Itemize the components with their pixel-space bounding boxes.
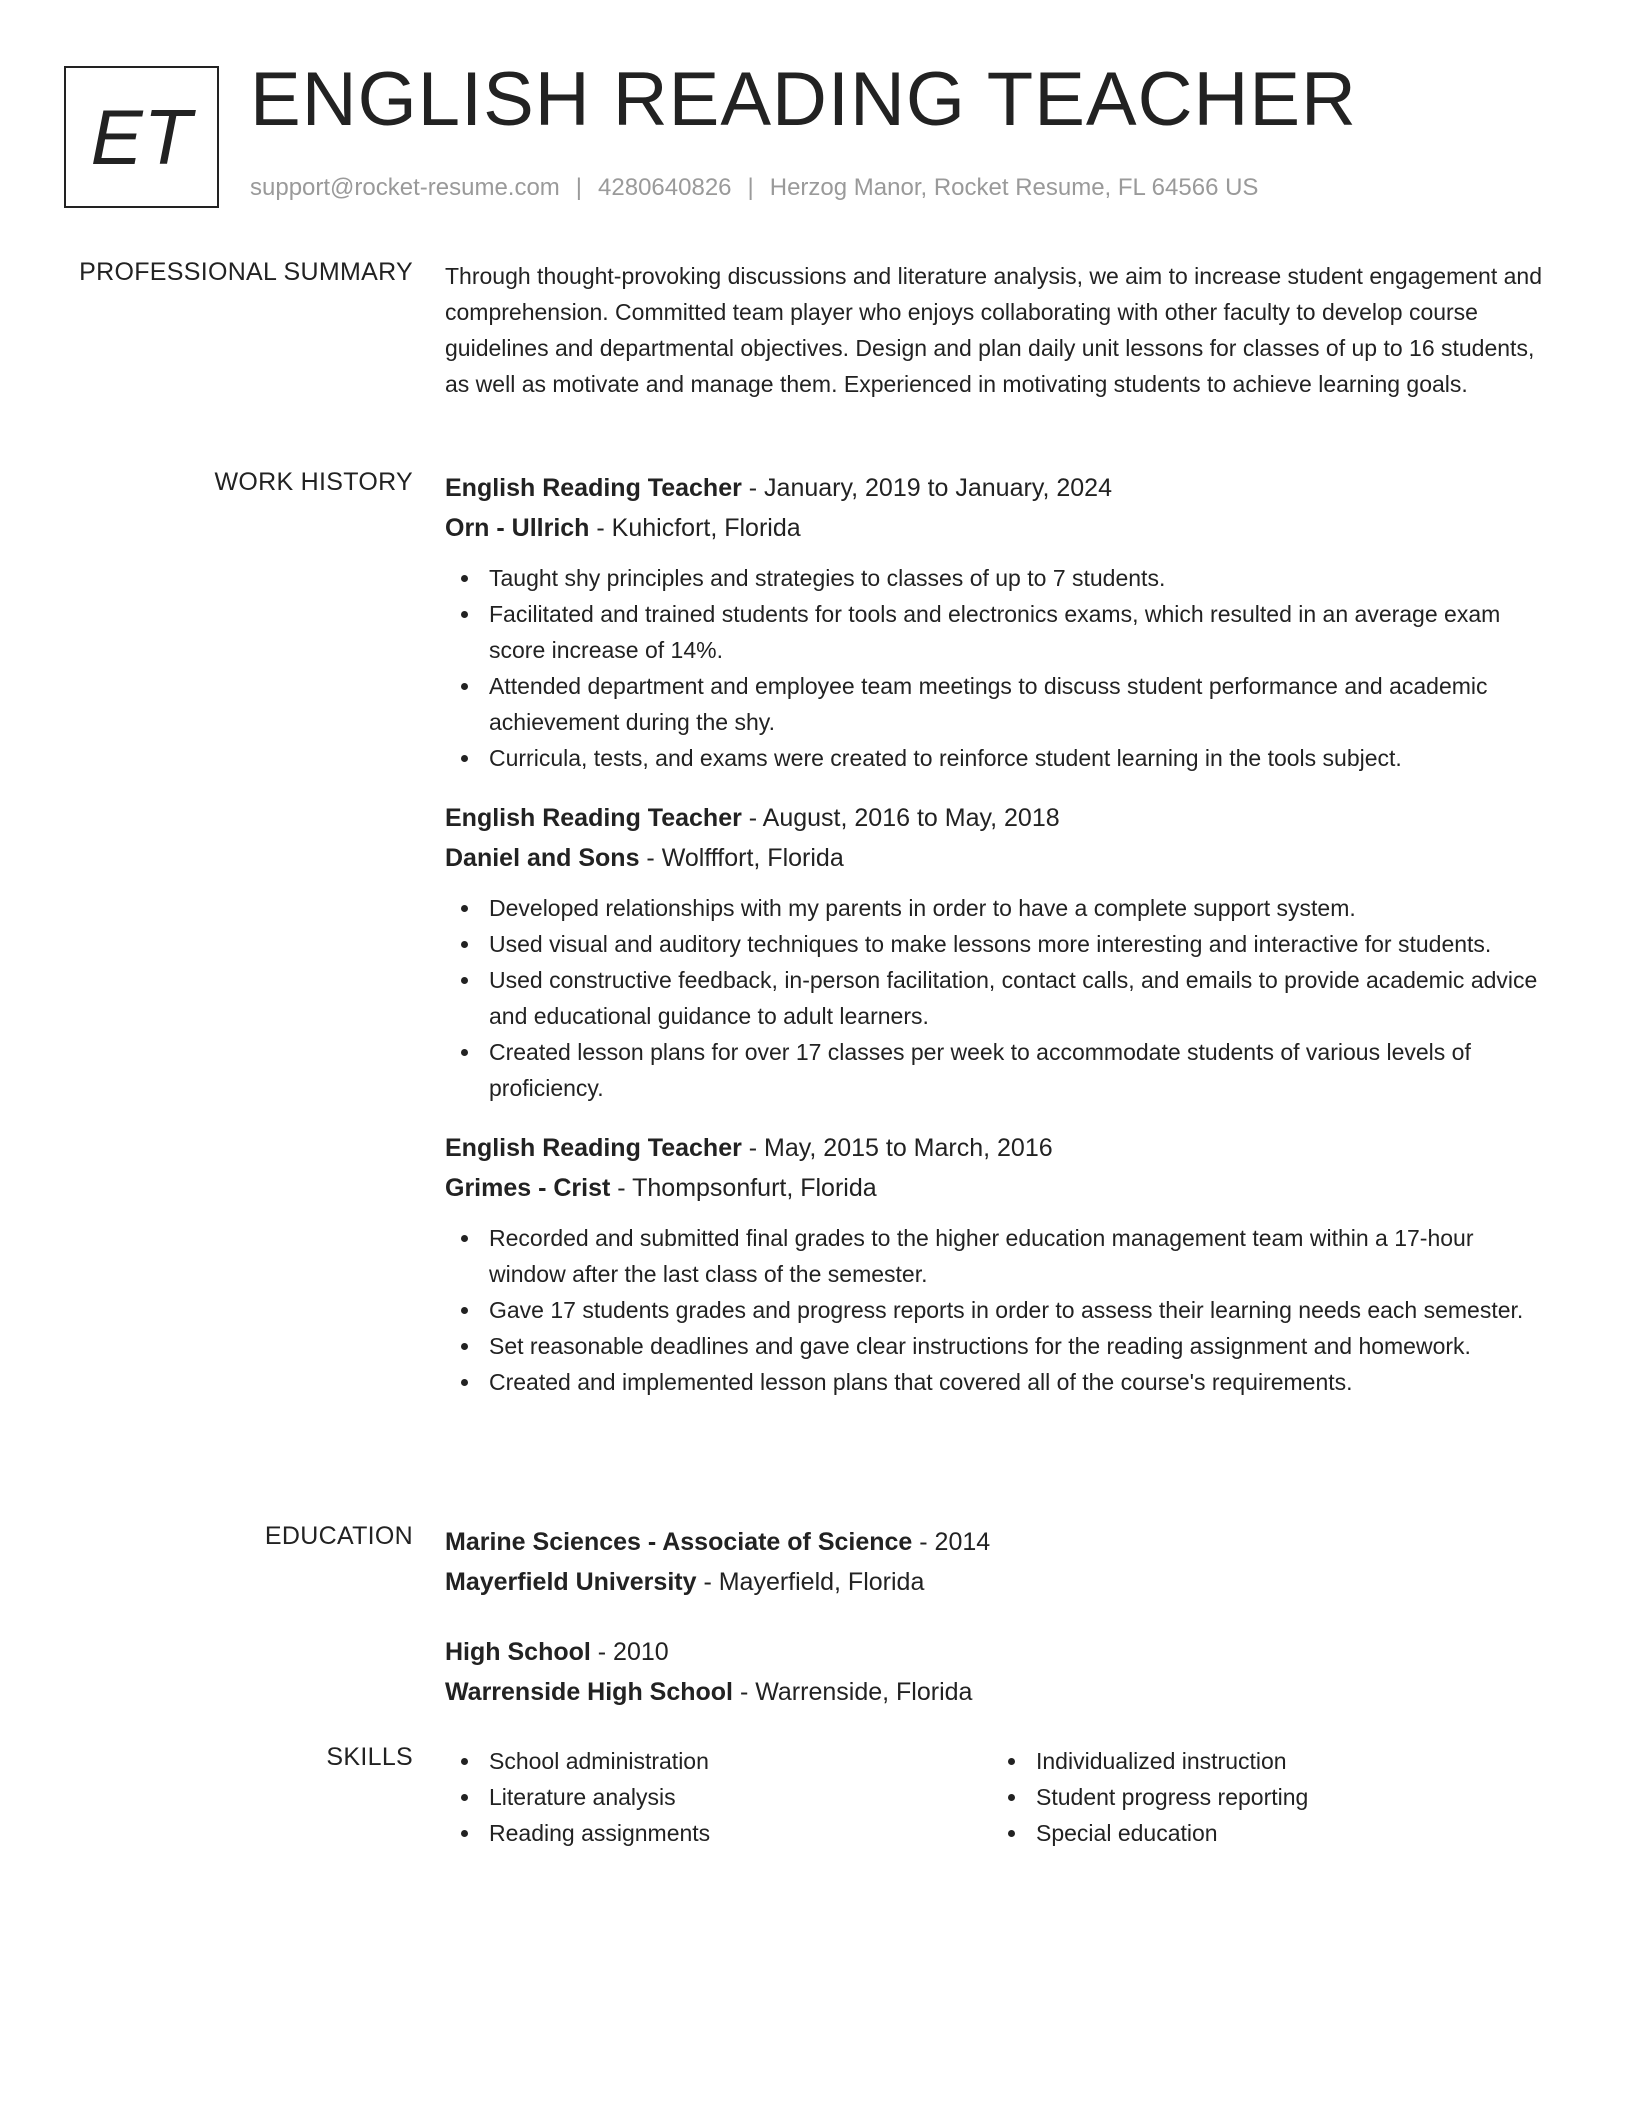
job-bullet: Recorded and submitted final grades to the higher education management team within a 17-hour window after the last class of the semester. xyxy=(445,1220,1555,1292)
job-bullet: Used constructive feedback, in-person facilitation, contact calls, and emails to provide academic advice and educational guidance to adult learners. xyxy=(445,962,1555,1034)
skill-item: Literature analysis xyxy=(445,1779,992,1815)
contact-separator: | xyxy=(747,174,754,201)
skills-column-left xyxy=(445,1743,992,1851)
job-title-line xyxy=(445,468,1555,508)
job-bullets xyxy=(445,560,1555,776)
education-degree-line xyxy=(445,1632,1555,1672)
job-bullet: Used visual and auditory techniques to make lessons more interesting and interactive for students. xyxy=(445,926,1555,962)
job-dates: - August, 2016 to May, 2018 xyxy=(741,804,1060,832)
education-school-line xyxy=(445,1672,1555,1712)
skills-column-right xyxy=(992,1743,1539,1851)
education-body xyxy=(445,1522,1555,1742)
initials-text: ET xyxy=(90,92,193,181)
education-entry xyxy=(445,1522,1555,1602)
skills-columns xyxy=(445,1743,1555,1851)
job-location: - Thompsonfurt, Florida xyxy=(610,1174,877,1202)
skill-item: Student progress reporting xyxy=(992,1779,1539,1815)
education-entry xyxy=(445,1632,1555,1712)
job-company: Grimes - Crist xyxy=(445,1174,611,1202)
job-bullet: Taught shy principles and strategies to classes of up to 7 students. xyxy=(445,560,1555,596)
section-heading-skills: SKILLS xyxy=(326,1743,413,1771)
contact-email: support@rocket-resume.com xyxy=(250,174,560,201)
section-heading-summary: PROFESSIONAL SUMMARY xyxy=(79,258,413,286)
contact-line xyxy=(250,174,1258,202)
job-bullet: Set reasonable deadlines and gave clear instructions for the reading assignment and homework. xyxy=(445,1328,1555,1364)
job-dates: - May, 2015 to March, 2016 xyxy=(741,1134,1053,1162)
job-entry xyxy=(445,468,1555,776)
job-bullet: Gave 17 students grades and progress reports in order to assess their learning needs each semester. xyxy=(445,1292,1555,1328)
job-entry xyxy=(445,1128,1555,1400)
section-heading-education: EDUCATION xyxy=(264,1522,413,1550)
job-title: English Reading Teacher xyxy=(445,804,742,832)
job-bullets xyxy=(445,890,1555,1106)
job-entry xyxy=(445,798,1555,1106)
education-school-line xyxy=(445,1562,1555,1602)
contact-address: Herzog Manor, Rocket Resume, FL 64566 US xyxy=(769,174,1259,201)
initials-monogram xyxy=(64,66,219,208)
section-heading-work-history: WORK HISTORY xyxy=(214,468,413,496)
work-history-body xyxy=(445,468,1555,1422)
job-title: English Reading Teacher xyxy=(445,474,742,502)
summary-body xyxy=(445,258,1555,402)
job-company: Daniel and Sons xyxy=(445,844,640,872)
job-company: Orn - Ullrich xyxy=(445,514,590,542)
job-bullet: Curricula, tests, and exams were created to reinforce student learning in the tools subject. xyxy=(445,740,1555,776)
job-dates: - January, 2019 to January, 2024 xyxy=(741,474,1112,502)
job-location: - Kuhicfort, Florida xyxy=(589,514,801,542)
job-title-line xyxy=(445,1128,1555,1168)
skill-item: Individualized instruction xyxy=(992,1743,1539,1779)
summary-text: Through thought-provoking discussions and literature analysis, we aim to increase student engagement and comprehension. Committed team player who enjoys collaborating with other faculty to develop course guidelines and departmental objectives. Design and plan daily unit lessons for classes of up to 16 students, as well as motivate and manage them. Experienced in motivating students to achieve learning goals. xyxy=(445,263,1542,397)
skills-body xyxy=(445,1743,1555,1851)
education-year: - 2014 xyxy=(912,1528,991,1556)
job-bullet: Created lesson plans for over 17 classes per week to accommodate students of various levels of proficiency. xyxy=(445,1034,1555,1106)
job-title-line xyxy=(445,798,1555,838)
job-location: - Wolfffort, Florida xyxy=(639,844,844,872)
job-bullets xyxy=(445,1220,1555,1400)
skill-item: Special education xyxy=(992,1815,1539,1851)
job-company-line xyxy=(445,508,1555,548)
education-school: Warrenside High School xyxy=(445,1678,734,1706)
contact-phone: 4280640826 xyxy=(598,174,732,201)
skill-item: School administration xyxy=(445,1743,992,1779)
education-school: Mayerfield University xyxy=(445,1568,697,1596)
job-bullet: Facilitated and trained students for tools and electronics exams, which resulted in an average exam score increase of 14%. xyxy=(445,596,1555,668)
job-bullet: Created and implemented lesson plans that covered all of the course's requirements. xyxy=(445,1364,1555,1400)
skill-item: Reading assignments xyxy=(445,1815,992,1851)
job-bullet: Developed relationships with my parents in order to have a complete support system. xyxy=(445,890,1555,926)
job-company-line xyxy=(445,838,1555,878)
education-degree-line xyxy=(445,1522,1555,1562)
job-bullet: Attended department and employee team meetings to discuss student performance and academic achievement during the shy. xyxy=(445,668,1555,740)
education-location: - Mayerfield, Florida xyxy=(696,1568,925,1596)
job-title: English Reading Teacher xyxy=(445,1134,742,1162)
education-year: - 2010 xyxy=(590,1638,669,1666)
education-degree: Marine Sciences - Associate of Science xyxy=(445,1528,913,1556)
contact-separator: | xyxy=(575,174,583,201)
education-location: - Warrenside, Florida xyxy=(733,1678,973,1706)
education-degree: High School xyxy=(445,1638,591,1666)
job-company-line xyxy=(445,1168,1555,1208)
candidate-name: ENGLISH READING TEACHER xyxy=(250,57,1357,142)
